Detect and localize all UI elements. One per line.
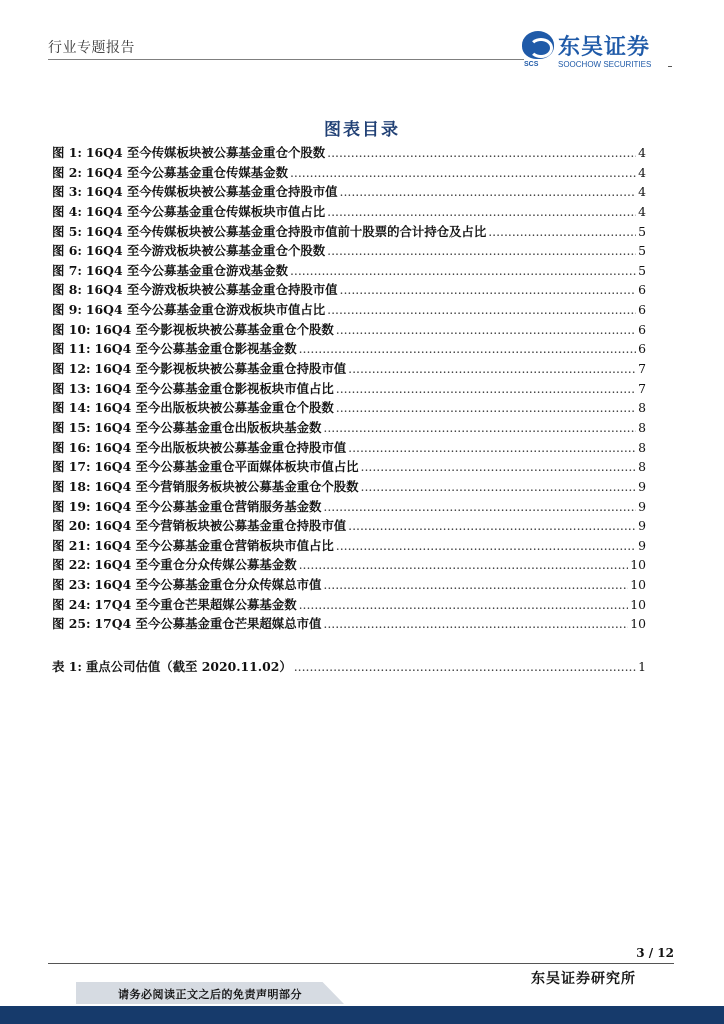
header-divider — [48, 59, 524, 60]
footer-divider — [48, 963, 674, 964]
toc-leader-dots — [336, 320, 636, 340]
toc-leader-dots — [340, 280, 637, 300]
figure-toc-entry[interactable] — [52, 418, 646, 438]
table-toc-entry[interactable] — [52, 657, 646, 677]
figure-toc-entry[interactable] — [52, 300, 646, 320]
toc-leader-dots — [348, 438, 636, 458]
toc-entry-number: 图 4: — [52, 203, 82, 219]
toc-entry-number: 图 5: — [52, 223, 82, 239]
toc-entry-title: 16Q4 至今公募基金重仓分众传媒总市值 — [94, 577, 322, 593]
footer-bar — [0, 1006, 724, 1024]
figure-toc-entry[interactable] — [52, 182, 646, 202]
figure-toc-entry[interactable] — [52, 438, 646, 458]
toc-entry-title: 16Q4 至今公募基金重仓影视板块市值占比 — [94, 380, 334, 396]
toc-entry-number: 图 9: — [52, 302, 82, 318]
logo-cn-text: 东吴证券 — [558, 35, 651, 60]
figure-toc-entry[interactable] — [52, 163, 646, 183]
toc-entry-title: 重点公司估值（截至 2020.11.02） — [85, 659, 292, 674]
toc-entry-title: 16Q4 至今游戏板块被公募基金重仓持股市值 — [85, 282, 338, 298]
toc-entry-title: 16Q4 至今公募基金重仓营销服务基金数 — [94, 498, 322, 514]
toc-entry-number: 图 23: — [52, 577, 91, 593]
toc-leader-dots — [488, 222, 636, 242]
figure-toc-entry[interactable] — [52, 339, 646, 359]
toc-entry-page: 6 — [638, 302, 646, 318]
toc-entry-page: 7 — [638, 380, 646, 396]
toc-entry-number: 图 3: — [52, 184, 82, 200]
footer-org: 东吴证券研究所 — [531, 971, 636, 987]
figure-toc-entry[interactable] — [52, 516, 646, 536]
toc-leader-dots — [361, 457, 637, 477]
toc-entry-page: 8 — [638, 400, 646, 416]
logo-mark-icon — [522, 31, 554, 59]
figure-toc-entry[interactable] — [52, 536, 646, 556]
toc-entry-title: 16Q4 至今公募基金重仓平面媒体板块市值占比 — [94, 459, 359, 475]
toc-entry-page: 7 — [638, 361, 646, 377]
toc-entry-number: 图 25: — [52, 616, 91, 632]
toc-entry-title: 16Q4 至今影视板块被公募基金重仓个股数 — [94, 321, 334, 337]
toc-entry-number: 图 7: — [52, 262, 82, 278]
toc-entry-number: 图 16: — [52, 439, 91, 455]
toc-leader-dots — [327, 202, 636, 222]
toc-entry-title: 16Q4 至今公募基金重仓游戏板块市值占比 — [85, 302, 326, 318]
figure-toc-entry[interactable] — [52, 143, 646, 163]
figure-toc-list — [52, 143, 646, 634]
figure-toc-entry[interactable] — [52, 359, 646, 379]
figure-toc-entry[interactable] — [52, 398, 646, 418]
toc-entry-page: 10 — [630, 616, 646, 632]
report-type-label: 行业专题报告 — [48, 40, 135, 56]
toc-leader-dots — [299, 339, 637, 359]
figure-toc-entry[interactable] — [52, 477, 646, 497]
toc-entry-page: 4 — [638, 145, 646, 160]
logo-abbr-text: SCS — [524, 61, 539, 68]
toc-entry-page: 5 — [638, 243, 646, 259]
header-mark — [668, 66, 672, 67]
toc-entry-page: 6 — [638, 282, 646, 298]
toc-entry-title: 16Q4 至今公募基金重仓传媒基金数 — [85, 164, 288, 180]
toc-entry-title: 17Q4 至今重仓芒果超媒公募基金数 — [94, 596, 297, 612]
toc-entry-page: 10 — [630, 577, 646, 593]
disclaimer-text: 请务必阅读正文之后的免责声明部分 — [118, 988, 302, 1001]
toc-leader-dots — [323, 575, 628, 595]
toc-entry-title: 16Q4 至今出版板块被公募基金重仓持股市值 — [94, 439, 347, 455]
toc-leader-dots — [336, 536, 636, 556]
toc-entry-title: 16Q4 至今营销板块被公募基金重仓持股市值 — [94, 518, 347, 534]
toc-entry-page: 9 — [638, 518, 646, 534]
toc-entry-page: 6 — [638, 341, 646, 357]
toc-leader-dots — [323, 497, 636, 517]
toc-entry-title: 16Q4 至今传媒板块被公募基金重仓持股市值 — [85, 184, 338, 200]
table-toc-list — [52, 657, 646, 677]
toc-leader-dots — [327, 300, 636, 320]
figure-toc-entry[interactable] — [52, 555, 646, 575]
toc-leader-dots — [294, 657, 636, 677]
toc-entry-title: 16Q4 至今营销服务板块被公募基金重仓个股数 — [94, 478, 359, 494]
toc-leader-dots — [290, 261, 636, 281]
toc-leader-dots — [348, 359, 636, 379]
toc-leader-dots — [323, 614, 628, 634]
toc-entry-number: 图 12: — [52, 361, 91, 377]
toc-entry-page: 10 — [630, 557, 646, 573]
figure-toc-entry[interactable] — [52, 614, 646, 634]
toc-entry-number: 图 13: — [52, 380, 91, 396]
figure-toc-entry[interactable] — [52, 222, 646, 242]
toc-entry-title: 16Q4 至今公募基金重仓出版板块基金数 — [94, 419, 322, 435]
toc-entry-number: 图 15: — [52, 419, 91, 435]
toc-leader-dots — [299, 555, 629, 575]
toc-entry-number: 图 20: — [52, 518, 91, 534]
toc-entry-page: 8 — [638, 439, 646, 455]
toc-entry-number: 图 21: — [52, 537, 91, 553]
toc-entry-title: 16Q4 至今游戏板块被公募基金重仓个股数 — [85, 243, 326, 259]
toc-entry-page: 1 — [638, 659, 646, 674]
toc-entry-title: 16Q4 至今出版板块被公募基金重仓个股数 — [94, 400, 334, 416]
toc-leader-dots — [336, 379, 636, 399]
toc-entry-title: 17Q4 至今公募基金重仓芒果超媒总市值 — [94, 616, 322, 632]
toc-entry-page: 8 — [638, 419, 646, 435]
toc-entry-page: 5 — [638, 262, 646, 278]
figure-toc-entry[interactable] — [52, 595, 646, 615]
toc-entry-page: 9 — [638, 478, 646, 494]
toc-entry-number: 图 10: — [52, 321, 91, 337]
toc-entry-page: 8 — [638, 459, 646, 475]
toc-entry-page: 4 — [638, 164, 646, 180]
figure-toc-entry[interactable] — [52, 457, 646, 477]
toc-leader-dots — [327, 241, 636, 261]
logo-en-text: SOOCHOW SECURITIES — [558, 60, 652, 69]
toc-entry-title: 16Q4 至今公募基金重仓营销板块市值占比 — [94, 537, 334, 553]
toc-leader-dots — [336, 398, 636, 418]
toc-title: 图表目录 — [324, 120, 400, 140]
toc-entry-number: 图 14: — [52, 400, 91, 416]
toc-leader-dots — [299, 595, 629, 615]
page-number: 3 / 12 — [636, 946, 674, 960]
toc-leader-dots — [340, 182, 637, 202]
toc-entry-title: 16Q4 至今重仓分众传媒公募基金数 — [94, 557, 297, 573]
toc-entry-number: 图 11: — [52, 341, 91, 357]
toc-entry-number: 图 8: — [52, 282, 82, 298]
toc-leader-dots — [361, 477, 637, 497]
figure-toc-entry[interactable] — [52, 241, 646, 261]
figure-toc-entry[interactable] — [52, 320, 646, 340]
toc-entry-page: 4 — [638, 203, 646, 219]
toc-entry-page: 9 — [638, 498, 646, 514]
toc-entry-title: 16Q4 至今传媒板块被公募基金重仓持股市值前十股票的合计持仓及占比 — [85, 223, 487, 239]
toc-entry-title: 16Q4 至今公募基金重仓影视基金数 — [94, 341, 297, 357]
toc-entry-page: 9 — [638, 537, 646, 553]
toc-entry-number: 图 6: — [52, 243, 82, 259]
toc-entry-page: 6 — [638, 321, 646, 337]
toc-entry-number: 图 19: — [52, 498, 91, 514]
toc-leader-dots — [323, 418, 636, 438]
toc-entry-page: 4 — [638, 184, 646, 200]
toc-leader-dots — [348, 516, 636, 536]
toc-entry-page: 5 — [638, 223, 646, 239]
company-logo — [522, 30, 672, 70]
figure-toc-entry[interactable] — [52, 261, 646, 281]
toc-entry-number: 图 22: — [52, 557, 91, 573]
toc-leader-dots — [290, 163, 636, 183]
toc-entry-number: 图 2: — [52, 164, 82, 180]
toc-entry-number: 图 24: — [52, 596, 91, 612]
toc-leader-dots — [327, 143, 636, 163]
figure-toc-entry[interactable] — [52, 497, 646, 517]
toc-entry-number: 图 18: — [52, 478, 91, 494]
toc-entry-number: 表 1: — [52, 659, 82, 674]
toc-entry-page: 10 — [630, 596, 646, 612]
toc-entry-title: 16Q4 至今影视板块被公募基金重仓持股市值 — [94, 361, 347, 377]
figure-toc-entry[interactable] — [52, 280, 646, 300]
toc-entry-title: 16Q4 至今传媒板块被公募基金重仓个股数 — [85, 145, 326, 160]
toc-entry-title: 16Q4 至今公募基金重仓传媒板块市值占比 — [85, 203, 326, 219]
toc-entry-number: 图 17: — [52, 459, 91, 475]
figure-toc-entry[interactable] — [52, 379, 646, 399]
figure-toc-entry[interactable] — [52, 575, 646, 595]
toc-entry-title: 16Q4 至今公募基金重仓游戏基金数 — [85, 262, 288, 278]
figure-toc-entry[interactable] — [52, 202, 646, 222]
toc-entry-number: 图 1: — [52, 145, 82, 160]
